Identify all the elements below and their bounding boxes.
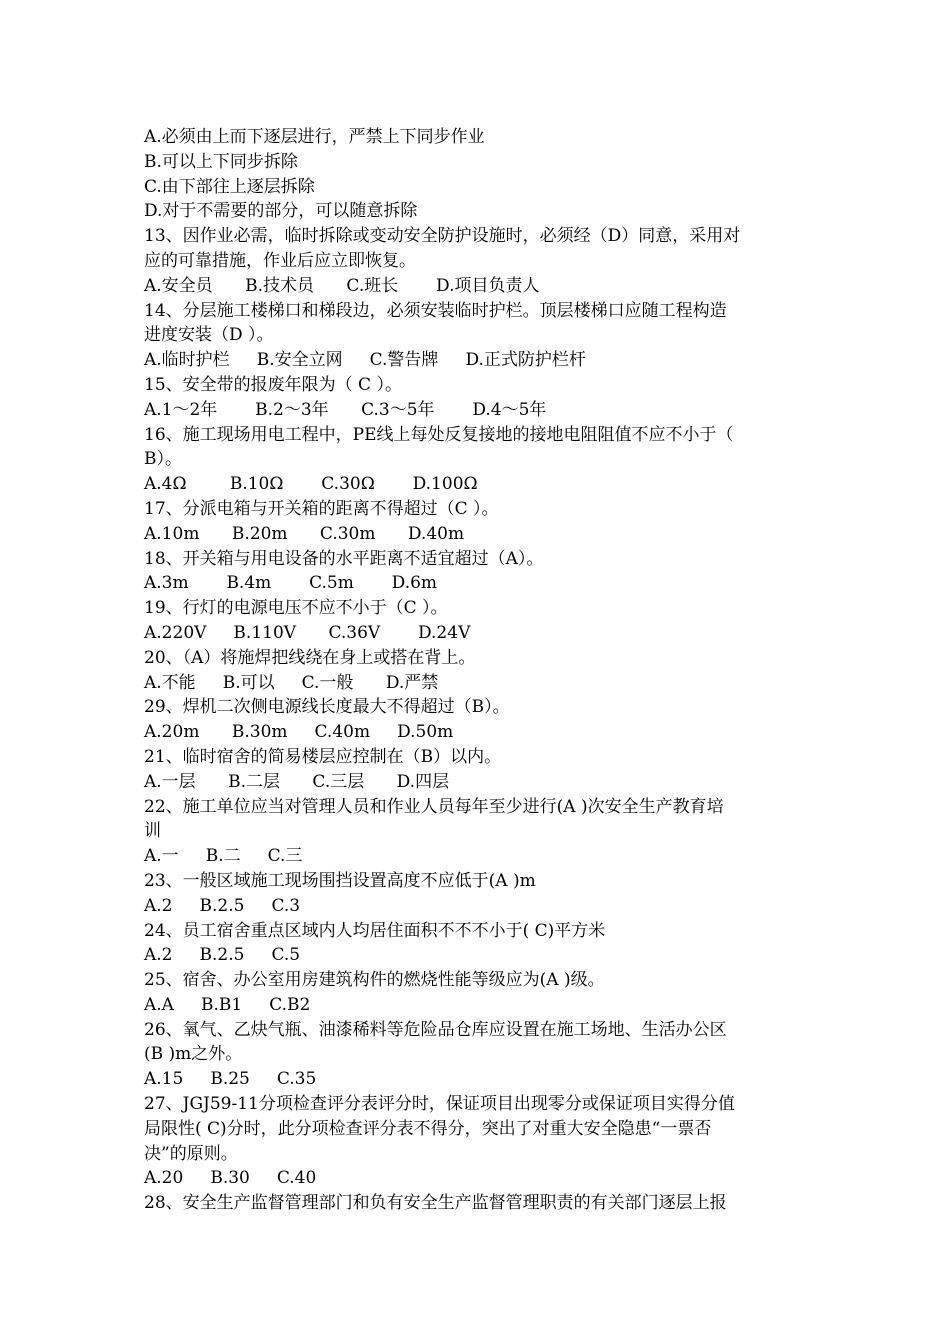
option-line: A.10m B.20m C.30m D.40m [144,523,465,544]
option-line: A.不能 B.可以 C.一般 D.严禁 [144,672,439,693]
option-line: A.2 B.2.5 C.5 [144,945,301,966]
question-line: 24、员工宿舍重点区域内人均居住面积不不不小于( C)平方米 [144,920,606,941]
question-line: 进度安装（D ）。 [144,325,274,346]
question-line: 14、分层施工楼梯口和梯段边，必须安装临时护栏。顶层楼梯口应随工程构造 [144,300,727,321]
question-line: 20、（A）将施焊把线绕在身上或搭在背上。 [144,647,476,668]
option-line: A.一 B.二 C.三 [144,846,303,867]
question-line: 26、氧气、乙炔气瓶、油漆稀料等危险品仓库应设置在施工场地、生活办公区 [144,1019,727,1040]
option-line: A.20 B.30 C.40 [144,1168,317,1189]
option-line: A.临时护栏 B.安全立网 C.警告牌 D.正式防护栏杆 [144,350,586,371]
question-line: 13、因作业必需，临时拆除或变动安全防护设施时，必须经（D）同意，采用对 [144,226,741,247]
question-line: 22、施工单位应当对管理人员和作业人员每年至少进行(A )次安全生产教育培 [144,796,724,817]
question-line: 16、施工现场用电工程中，PE线上每处反复接地的接地电阻阻值不应不小于（ [144,424,734,445]
question-line: 28、安全生产监督管理部门和负有安全生产监督管理职责的有关部门逐层上报 [144,1193,727,1214]
question-line: 决”的原则。 [144,1143,238,1164]
option-line: D.对于不需要的部分，可以随意拆除 [144,201,418,222]
question-line: 局限性( C)分时，此分项检查评分表不得分，突出了对重大安全隐患“一票否 [144,1118,712,1139]
question-line: 29、焊机二次侧电源线长度最大不得超过（B）。 [144,697,510,718]
option-line: A.必须由上而下逐层进行，严禁上下同步作业 [144,127,485,147]
question-line: 27、JGJ59-11分项检查评分表评分时，保证项目出现零分或保证项目实得分值 [144,1094,735,1115]
option-line: A.3m B.4m C.5m D.6m [144,573,438,594]
option-line: A.4Ω B.10Ω C.30Ω D.100Ω [144,474,478,495]
question-text-block [144,125,814,1216]
question-line: (B )m之外。 [144,1044,243,1065]
question-line: 应的可靠措施，作业后应立即恢复。 [144,250,416,271]
option-line: A.2 B.2.5 C.3 [144,895,301,916]
option-line: B.可以上下同步拆除 [144,151,298,172]
question-line: 23、一般区域施工现场围挡设置高度不应低于(A )m [144,870,536,891]
question-line: 25、宿舍、办公室用房建筑构件的燃烧性能等级应为(A )级。 [144,970,605,991]
option-line: A.220V B.110V C.36V D.24V [144,622,471,643]
option-line: A.A B.B1 C.B2 [144,994,311,1015]
option-line: C.由下部往上逐层拆除 [144,176,315,197]
question-line: 19、行灯的电源电压不应不小于（C ）。 [144,598,448,619]
question-line: 17、分派电箱与开关箱的距离不得超过（C ）。 [144,498,499,519]
option-line: A.安全员 B.技术员 C.班长 D.项目负责人 [144,275,540,296]
question-line: 21、临时宿舍的简易楼层应控制在（B）以内。 [144,746,502,767]
option-line: A.15 B.25 C.35 [144,1069,317,1090]
question-line: 18、开关箱与用电设备的水平距离不适宜超过（A）。 [144,548,544,569]
question-line: 训 [144,821,161,842]
option-line: A.一层 B.二层 C.三层 D.四层 [144,771,450,792]
option-line: A.20m B.30m C.40m D.50m [144,722,454,743]
question-line: B）。 [144,449,182,470]
option-line: A.1～2年 B.2～3年 C.3～5年 D.4～5年 [144,399,547,420]
question-line: 15、安全带的报废年限为（ C ）。 [144,374,402,395]
